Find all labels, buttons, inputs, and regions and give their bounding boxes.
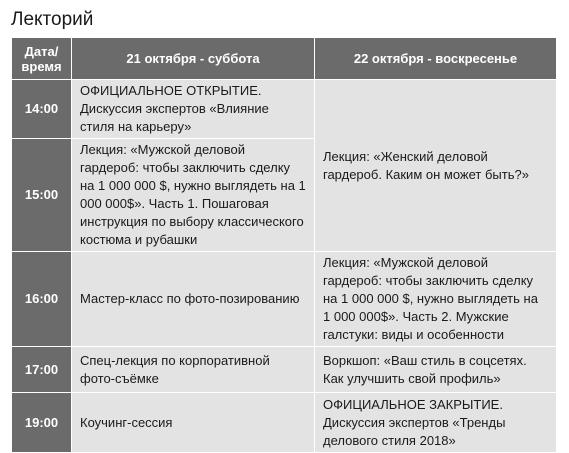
table-row: [12, 393, 557, 453]
day2-cell: Воркшоп: «Ваш стиль в соцсетях. Как улучшить свой профиль»: [315, 347, 557, 393]
table-row: [12, 252, 557, 347]
table-row: [12, 80, 557, 139]
time-cell: 15:00: [12, 139, 72, 252]
header-day1: 21 октября - суббота: [72, 38, 315, 80]
time-cell: 19:00: [12, 393, 72, 453]
time-cell: 16:00: [12, 252, 72, 347]
day2-cell: Лекция: «Мужской деловой гардероб: чтобы заключить сделку на 1 000 000 $, нужно выглядеть на 1 000 000$». Часть 2. Мужские галстуки: виды и особенности: [315, 252, 557, 347]
day1-cell: Лекция: «Мужской деловой гардероб: чтобы заключить сделку на 1 000 000 $, нужно выглядеть на 1 000 000$». Часть 1. Пошаговая инструкция по выбору классического костюма и рубашки: [72, 139, 315, 252]
day1-cell: Спец-лекция по корпоративной фото-съёмке: [72, 347, 315, 393]
time-cell: 17:00: [12, 347, 72, 393]
header-day2: 22 октября - воскресенье: [315, 38, 557, 80]
time-cell: 14:00: [12, 80, 72, 139]
day1-cell: Коучинг-сессия: [72, 393, 315, 453]
table-row: [12, 347, 557, 393]
day2-merged-cell: Лекция: «Женский деловой гардероб. Каким он может быть?»: [315, 80, 557, 252]
header-row: [12, 38, 557, 80]
page-title: Лекторий: [11, 9, 94, 30]
header-time: Дата/ время: [12, 38, 72, 80]
day1-cell: ОФИЦИАЛЬНОЕ ОТКРЫТИЕ. Дискуссия экспертов «Влияние стиля на карьеру»: [72, 80, 315, 139]
schedule-table: [11, 37, 557, 453]
day1-cell: Мастер-класс по фото-позированию: [72, 252, 315, 347]
day2-cell: ОФИЦИАЛЬНОЕ ЗАКРЫТИЕ. Дискуссия экспертов «Тренды делового стиля 2018»: [315, 393, 557, 453]
